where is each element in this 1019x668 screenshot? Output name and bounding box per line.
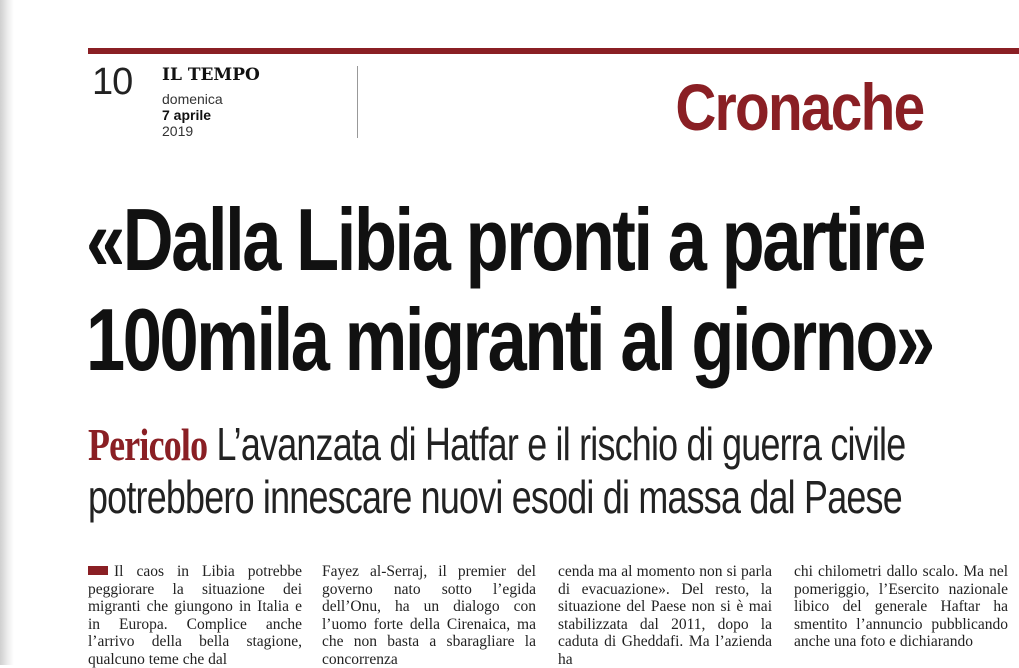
kicker: Pericolo (88, 419, 208, 470)
dateline (162, 91, 223, 139)
headline (86, 190, 966, 390)
subheadline (88, 418, 962, 523)
body-column-4 (794, 563, 1008, 651)
page-gutter-shadow (0, 0, 14, 665)
body-text-4: chi chilometri dallo scalo. Ma nel pomeriggio, l’Esercito nazionale libico del generale Haftar ha smentito l’annuncio pubblicando anche una foto e dichiarando (794, 563, 1008, 650)
masthead: IL TEMPO (162, 65, 260, 85)
date-weekday: domenica (162, 91, 223, 107)
top-rule (88, 48, 1019, 54)
body-text-1: Il caos in Libia potrebbe peggiorare la situazione dei migranti che giungono in Italia e in Europa. Complice anche l’arrivo della bella stagione, qualcuno teme che dal (88, 563, 302, 668)
date-day-month: 7 aprile (162, 107, 212, 123)
header-divider (357, 66, 358, 138)
lead-bullet-marker (88, 566, 108, 575)
page-number: 10 (92, 61, 133, 103)
body-text-2: Fayez al-Serraj, il premier del governo nato sotto l’egida dell’Onu, ha un dialogo con l’uomo forte della Cirenaica, ma che non basta a sbaragliare la concorrenza (322, 563, 536, 668)
body-column-2 (322, 563, 536, 668)
headline-line-1: «Dalla Libia pronti a partire (86, 190, 925, 289)
body-column-3 (558, 563, 772, 668)
subheadline-line-1 (88, 418, 962, 471)
section-title: Cronache (674, 70, 923, 144)
date-year: 2019 (162, 123, 194, 139)
subheadline-line-2: potrebbero innescare nuovi esodi di massa dal Paese (88, 471, 902, 523)
body-text-3: cenda ma al momento non si parla di evacuazione». Del resto, la situazione del Paese non si è mai stabilizzata dal 2011, dopo la caduta di Gheddafi. Ma l’azienda ha (558, 563, 772, 668)
subheadline-text-1: L’avanzata di Hatfar e il rischio di guerra civile (216, 418, 906, 470)
headline-line-2: 100mila migranti al giorno» (86, 290, 933, 389)
body-column-1 (88, 563, 302, 668)
